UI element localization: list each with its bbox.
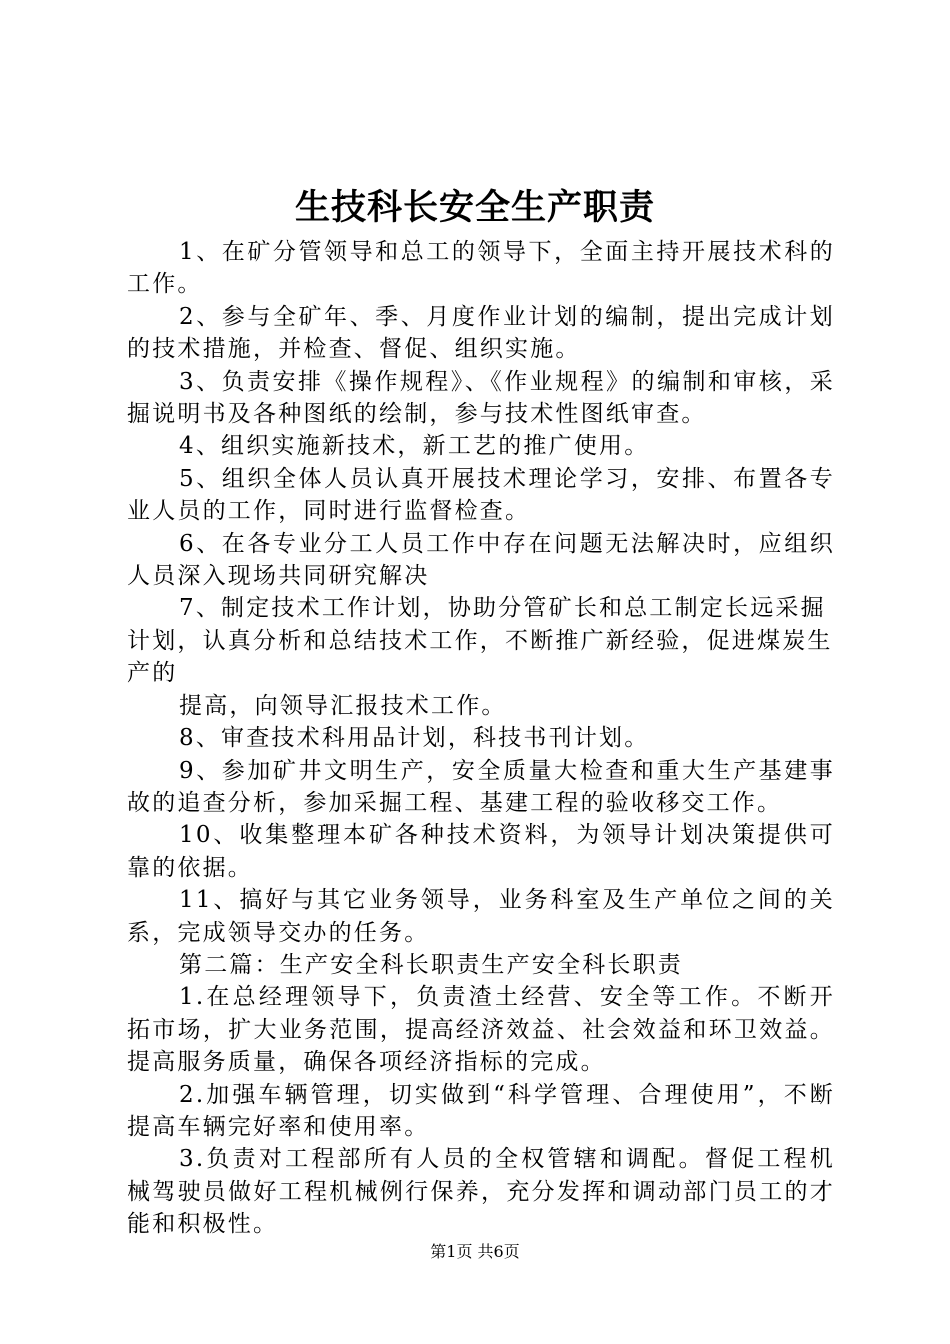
paragraph-9: 9、参加矿井文明生产，安全质量大检查和重大生产基建事故的追查分析，参加采掘工程、基建工程的验收移交工作。 bbox=[127, 757, 835, 816]
paragraph-5: 5、组织全体人员认真开展技术理论学习，安排、布置各专业人员的工作，同时进行监督检查。 bbox=[127, 465, 835, 525]
paragraph-s2-2: 2.加强车辆管理，切实做到“科学管理、合理使用”，不断提高车辆完好率和使用率。 bbox=[127, 1081, 835, 1140]
paragraph-s2-3: 3.负责对工程部所有人员的全权管辖和调配。督促工程机械驾驶员做好工程机械例行保养，充分发挥和调动部门员工的才能和积极性。 bbox=[127, 1146, 835, 1238]
paragraph-3: 3、负责安排《操作规程》、《作业规程》的编制和审核，采掘说明书及各种图纸的绘制，参与技术性图纸审查。 bbox=[127, 368, 835, 428]
document-body bbox=[127, 236, 835, 1241]
paragraph-2: 2、参与全矿年、季、月度作业计划的编制，提出完成计划的技术措施，并检查、督促、组织实施。 bbox=[127, 303, 835, 363]
section-heading: 第二篇：生产安全科长职责生产安全科长职责 bbox=[179, 951, 683, 978]
paragraph-1: 1、在矿分管领导和总工的领导下，全面主持开展技术科的工作。 bbox=[127, 239, 835, 298]
paragraph-8: 8、审查技术科用品计划，科技书刊计划。 bbox=[179, 725, 650, 752]
document-title: 生技科长安全生产职责 bbox=[294, 187, 655, 228]
paragraph-7-continued: 提高，向领导汇报技术工作。 bbox=[179, 692, 507, 719]
paragraph-7: 7、制定技术工作计划，协助分管矿长和总工制定长远采掘计划，认真分析和总结技术工作，不断推广新经验，促进煤炭生产的 bbox=[127, 595, 833, 687]
paragraph-4: 4、组织实施新技术，新工艺的推广使用。 bbox=[179, 433, 650, 460]
page-footer: 第1页 共6页 bbox=[430, 1242, 520, 1261]
paragraph-6: 6、在各专业分工人员工作中存在问题无法解决时，应组织人员深入现场共同研究解决 bbox=[127, 530, 835, 590]
paragraph-11: 11、搞好与其它业务领导，业务科室及生产单位之间的关系，完成领导交办的任务。 bbox=[127, 887, 835, 946]
paragraph-s2-1: 1.在总经理领导下，负责渣土经营、安全等工作。不断开拓市场，扩大业务范围，提高经济效益、社会效益和环卫效益。提高服务质量，确保各项经济指标的完成。 bbox=[127, 984, 835, 1076]
paragraph-10: 10、收集整理本矿各种技术资料，为领导计划决策提供可靠的依据。 bbox=[127, 822, 835, 881]
